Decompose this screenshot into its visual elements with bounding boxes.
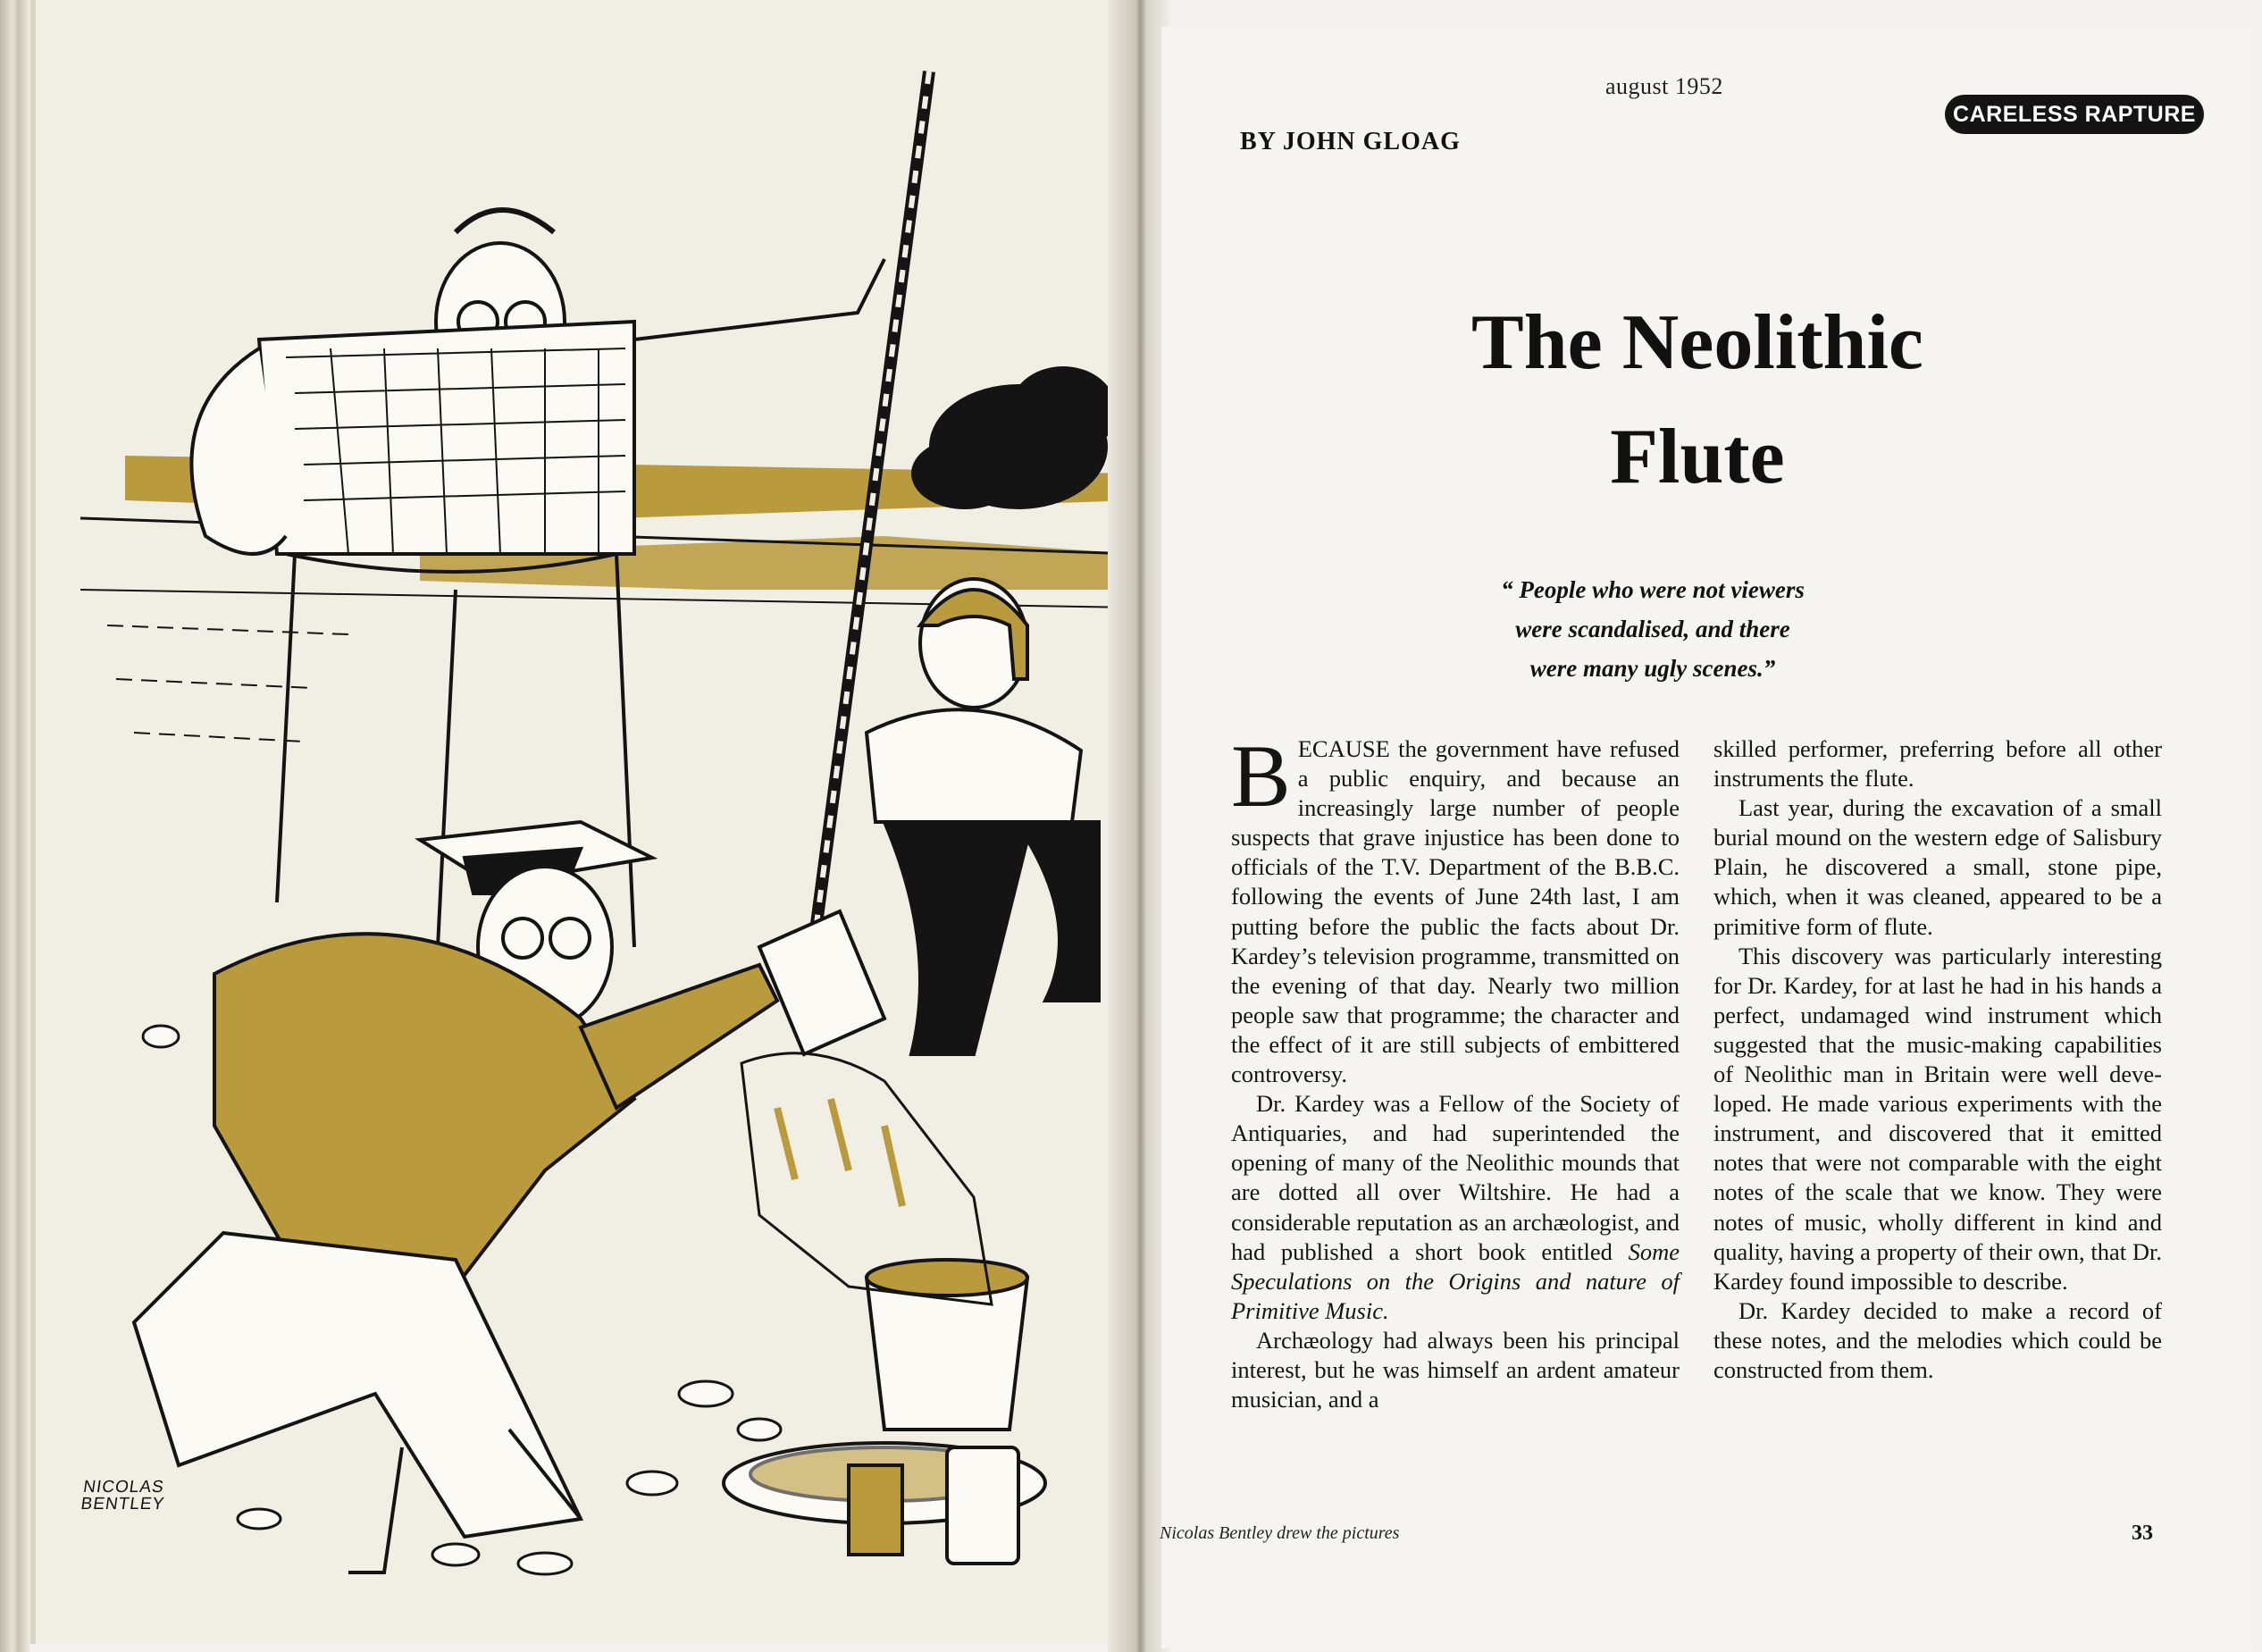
standfirst-line-1: “ People who were not viewers [1501,576,1805,603]
paragraph: Dr. Kardey decided to make a record of these notes, and the melodies which could be constructed from them. [1713,1296,2162,1383]
page-number: 33 [2132,1522,2153,1545]
drop-cap: B [1231,726,1291,826]
standfirst-line-2: were scandalised, and there [1515,616,1790,642]
paragraph [1231,1089,1680,1326]
signature-line-2: BENTLEY [80,1495,166,1514]
paragraph: This discovery was particularly interesting for Dr. Kardey, for at last he had in his hands a perfect, undamaged wind instrument which suggested that the music-making capabilities of Neolithic man in Britain were well developed. He made various experiments with the instrument, and discovered that it emitted notes that were not comparable with the eight notes of the scale that we know. They were notes of music, wholly different in kind and quality, having a property of their own, that Dr. Kardey found impossible to describe. [1713,942,2162,1295]
illustration-credit: Nicolas Bentley drew the pictures [1160,1523,1400,1543]
kneeling-woman [867,579,1099,1054]
title-line-2: Flute [1610,414,1785,500]
paragraph: Archæology had always been his principal interest, but he was himself an ardent amateur musician, and a [1231,1326,1680,1413]
paragraph [1231,726,1680,1089]
paragraph-text: Dr. Kardey was a Fellow of the Society of Antiquaries, and had superintended the opening of many of the Neolithic mounds that are dotted all over Wiltshire. He had a considerable reputation as an archæologist, and had published a short book entitled [1231,1090,1680,1265]
signature-line-1: NICOLAS [81,1478,166,1497]
standfirst-line-3: were many ugly scenes.” [1529,655,1776,682]
archaeologist [134,822,777,1572]
article-title [1394,286,2001,515]
paragraph: Last year, during the excavation of a small burial mound on the western edge of Salisbury Plain, he discovered a small, stone pipe, which, when it was cleaned, appeared to be a primitive form of flute. [1713,794,2162,940]
standfirst-quote [1429,570,1876,688]
issue-date: august 1952 [1605,73,1723,99]
paragraph-text: ECAUSE the government have refused a public enquiry, and because an increasingly large number of people suspects that grave injustice has been done to officials of the T.V. Department of the B.B.C. following the events of June 24th last, I am putting before the public the facts about Dr. Kardey’s television programme, transmitted on the evening of that day. Nearly two million people saw that programme; the character and the effect of it are still subjects of embittered controversy. [1231,735,1680,1088]
left-page [30,0,1140,1644]
body-column-left [1231,726,1680,1414]
sieve [724,1443,1045,1564]
title-line-1: The Neolithic [1471,299,1923,386]
series-badge: CARELESS RAPTURE [1945,95,2204,134]
page-edge [0,0,30,1652]
book-title: Some Speculations on the Origins and nature of Primitive Music. [1231,1237,1680,1324]
bucket [867,1260,1027,1430]
body-column-right [1713,734,2162,1385]
excavation-illustration [80,54,1135,1590]
byline: BY JOHN GLOAG [1240,128,1461,155]
artist-signature [80,1479,168,1513]
paragraph: skilled performer, preferring before all other instruments the flute. [1713,735,2162,792]
